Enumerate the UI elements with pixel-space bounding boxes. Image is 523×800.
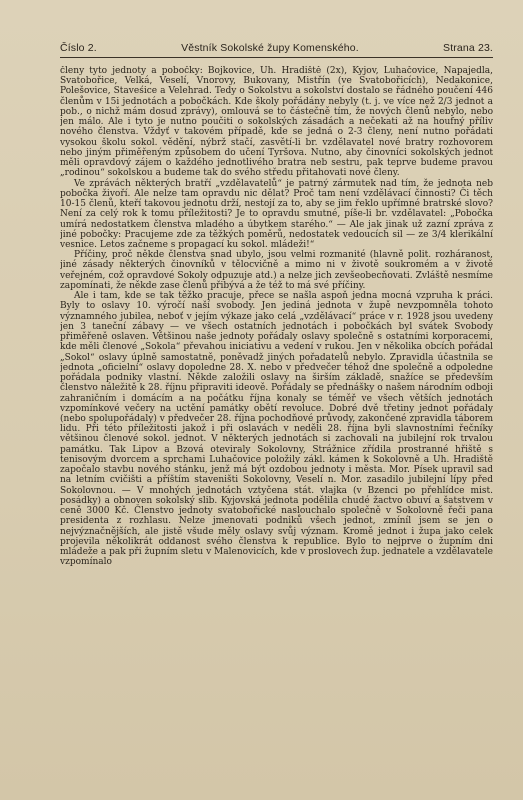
article-body bbox=[60, 66, 493, 784]
paragraph: Ve zprávách některých bratří „vzdělavatelů“ je patrný zármutek nad tím, že jednota neb pobočka živoří. Ale nelze tam opravdu nic dělat? Proč tam není vzdělávací činnosti? Či těch 10-15 členů, kteří takovou jednotu drží, nestojí za to, aby se jim řeklo upřímné bratrské slovo? Není za celý rok k tomu příležitosti? Je to opravdu smutné, píše-li br. vzdělavatel: „Pobočka umírá nedostatkem členstva mladého a úbytkem starého.“ — Ale jak jinak už zazní zpráva z jiné pobočky: Pracujeme zde za těžkých poměrů, nedostatek vedoucích sil — ze 3/4 klerikální vesnice. Letos začneme s propagací ku sokol. mládeži!“ bbox=[60, 178, 493, 250]
header-divider bbox=[60, 57, 493, 58]
paragraph: členy tyto jednoty a pobočky: Bojkovice, Uh. Hradiště (2x), Kyjov, Luhačovice, Napajedla, Svatobořice, Velká, Veselí, Vnorovy, Bukovany, Mistřín (ve Svatobořicích), Nedakonice, Polešovice, Staveśice a Velehrad. Tedy o Sokolstvu a sokolství dostalo se řádného poučení 446 členům v 15i jednotách a pobočkách. Kde školy pořádány nebyly (t. j. ve více než 2/3 jednot a pob., o nichž mám dosud zprávy), omlouvá se to částečně tím, že nových členů nebylo, nebo jen málo. Ale i tyto je nutno poučiti o sokolských zásadách a nečekati až na houfný příliv nového členstva. Vždyť v takovém případě, kde se jedná o 2-3 členy, není nutno pořádati vysokou školu sokol. vědění, nýbrž stačí, zasvětí-li br. vzdělavatel nové bratry rozhovorem nebo jiným přiměřeným způsobem do učení Tyršova. Nutno, aby činovníci sokolských jednot měli opravdový zájem o každého jednotlivého bratra neb sestru, pak teprve budeme pravou „rodinou“ sokolskou a budeme tak do svého středu přitahovati nové členy. bbox=[60, 66, 493, 179]
journal-title: Věstník Sokolské župy Komenského. bbox=[181, 42, 359, 54]
paragraph: Ale i tam, kde se tak těžko pracuje, přece se našla aspoň jedna mocná vzpruha k práci. Byly to oslavy 10. výročí naší svobody. Jen jediná jednota v župě nevzpomněla tohoto významného jubilea, neboť v jejím výkaze jako celá „vzdělávací“ práce v r. 1928 jsou uvedeny jen 3 taneční zábavy — ve všech ostatních jednotách i pobočkách byl svátek Svobody přiměřeně oslaven. Většinou naše jednoty pořádaly oslavy společně s ostatními korporacemi, kde měli členové „Sokola“ převahou iniciativu a vedení v rukou. Jen v několika obcích pořádal „Sokol“ oslavy úplně samostatně, poněvadž jiných pořadatelů nebylo. Zpravidla účastnila se jednota „oficielní“ oslavy dopoledne 28. X. nebo v předvečer téhož dne společně a odpoledne pořádala podniky vlastní. Někde založili oslavy na širším základě, snažíce se především členstvo náležitě k 28. říjnu připraviti ideově. Pořádaly se přednášky o našem národním odboji zahraničním i domácím a na počátku října konaly se téměř ve všech větších jednotách vzpomínkové večery na uctění památky obětí revoluce. Dobré dvě třetiny jednot pořádaly (nebo spolupořádaly) v předvečer 28. října pochodňové průvody, zakončené zpravidla táborem lidu. Při této příležitosti jakož i při oslavách v neděli 28. října byli slavnostními řečníky většinou členové sokol. jednot. V některých jednotách si zachovali na jubilejní rok trvalou památku. Tak Lipov a Bzová oteviraly Sokolovny, Strážnice zřídila prostranné hřiště s tenisovým dvorcem a sprchami Luhačovice položily zákl. kámen k Sokolovně a Uh. Hradiště započalo stavbu nového stánku, jenž má být ozdobou jednoty i města. Mor. Písek upravil sad na letním cvičišti a příštím staveništi Sokolovny, Veselí n. Mor. zasadilo jubilejní lípy před Sokolovnou. — V mnohých jednotách vztyčena stát. vlajka (v Bzenci po přehlídce mist. posádky) a obnoven sokolský slib. Kyjovská jednota podělila chudé žactvo obuví a šatstvem v ceně 3000 Kč. Členstvo jednoty svatobořické naslouchalo společně v Sokolovně řeči pana presidenta z rozhlasu. Nelze jmenovati podniků všech jednot, zmíníl jsem se jen o nejvýznačnějších, ale jistě všude měly oslavy svůj význam. Kromě jednot i župa jako celek projevila několikrát oddanost svého členstva k republice. Bylo to nejprve o župním dni mládeže a pak při župním sletu v Malenovicích, kde v proslovech žup. jednatele a vzdělavatele vzpomínalo bbox=[60, 291, 493, 568]
page-number: Strana 23. bbox=[443, 42, 493, 54]
page-header bbox=[60, 42, 493, 54]
paragraph: Příčiny, proč někde členstva snad ubylo, jsou velmi rozmanité (hlavně polit. rozháranost, jiné zásady některých činovníků v tělocvičně a mimo ni v životě soukromém a v životě veřejném, což opravdové Sokoly odpuzuje atd.) a nelze jich zevšeobecňovati. Zvláště nesmíme zapomínati, že někde zase členů přibývá a že též to má své příčiny. bbox=[60, 250, 493, 291]
issue-number: Číslo 2. bbox=[60, 42, 97, 54]
